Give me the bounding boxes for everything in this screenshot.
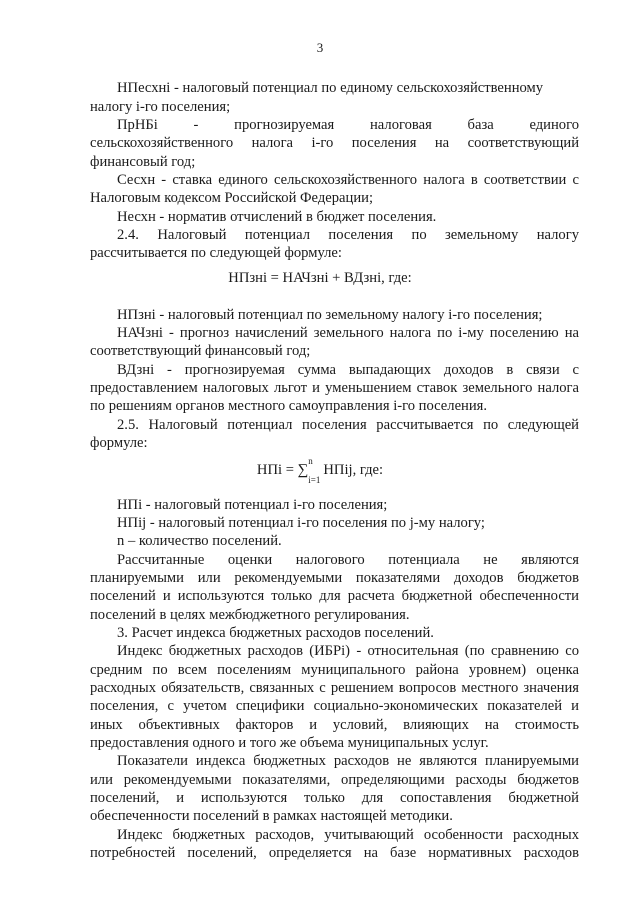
formula-land-tax: НПзні = НАЧзні + ВДзні, где: [228, 270, 412, 286]
text-line: налогу і-го поселения; [90, 99, 231, 115]
text-line: ВДзні - прогнозируемая сумма выпадающих доходов в связи с [117, 362, 579, 378]
text-line: n – количество поселений. [117, 533, 282, 549]
text-line: предоставлением налоговых льгот и уменьшением ставок земельного налога [90, 380, 579, 396]
text-line: формуле: [90, 435, 148, 451]
text-line: средним по всем поселениям муниципального района уровнем) оценка [90, 662, 579, 678]
text-line: расходных обязательств, связанных с решением вопросов местного значения [90, 680, 579, 696]
text-line: Индекс бюджетных расходов, учитывающий особенности расходных [117, 827, 579, 843]
sum-upper: n [308, 456, 313, 466]
text-line: обеспеченности поселений в рамках настоящей методики. [90, 808, 453, 824]
formula-tax-potential [0, 457, 640, 485]
text-line: поселений в целях межбюджетного регулирования. [90, 607, 410, 623]
text-line: рассчитывается по следующей формуле: [90, 245, 342, 261]
text-line: НПзні - налоговый потенциал по земельному налогу і-го поселения; [117, 307, 543, 323]
text-line: Рассчитанные оценки налогового потенциала не являются [117, 552, 579, 568]
text-line: по решениям органов местного самоуправления і-го поселения. [90, 398, 488, 414]
text-line: Индекс бюджетных расходов (ИБРі) - относительная (по сравнению со [117, 643, 579, 659]
formula-lhs: НПі = [256, 462, 298, 479]
text-line: поселений и используются только для расчета бюджетной обеспеченности [90, 588, 579, 604]
text-line: поселения, с учетом специфики социально-экономических показателей и [90, 698, 579, 714]
text-line: или рекомендуемыми показателями, определяющими расходы бюджетов [90, 772, 579, 788]
text-line: Показатели индекса бюджетных расходов не являются планируемыми [117, 753, 579, 769]
formula-rhs: НПіј, где: [323, 462, 384, 479]
text-line: 2.5. Налоговый потенциал поселения рассчитывается по следующей [117, 417, 579, 433]
sum-symbol: ∑ [297, 462, 309, 479]
text-line: соответствующий финансовый год; [90, 343, 311, 359]
text-line: иных объективных факторов и условий, влияющих на стоимость [90, 717, 579, 733]
text-line: потребностей поселений, определяется на базе нормативных расходов [90, 845, 579, 861]
text-line: Сесхн - ставка единого сельскохозяйственного налога в соответствии с [117, 172, 579, 188]
text-line: Несхн - норматив отчислений в бюджет поселения. [117, 209, 437, 225]
page-number: 3 [316, 40, 324, 55]
text-line: Налоговым кодексом Российской Федерации; [90, 190, 374, 206]
text-line: НПіј - налоговый потенциал і-го поселения по ј-му налогу; [117, 515, 485, 531]
text-line: сельскохозяйственного налога і-го поселения на соответствующий [90, 135, 579, 151]
sum-lower: i=1 [308, 474, 321, 485]
text-line: НАЧзні - прогноз начислений земельного налога по і-му поселению на [117, 325, 579, 341]
text-line: НПі - налоговый потенциал і-го поселения; [117, 497, 388, 513]
text-line: поселений, и используются только для сопоставления бюджетной [90, 790, 579, 806]
text-line: ПрНБі - прогнозируемая налоговая база единого [117, 117, 579, 133]
text-line: НПесхні - налоговый потенциал по единому сельскохозяйственному [117, 80, 544, 96]
section-heading: 3. Расчет индекса бюджетных расходов поселений. [117, 625, 434, 641]
text-line: 2.4. Налоговый потенциал поселения по земельному налогу [117, 227, 579, 243]
text-line: планируемыми или рекомендуемыми показателями доходов бюджетов [90, 570, 579, 586]
text-line: предоставления одного и того же объема муниципальных услуг. [90, 735, 489, 751]
text-line: финансовый год; [90, 154, 196, 170]
